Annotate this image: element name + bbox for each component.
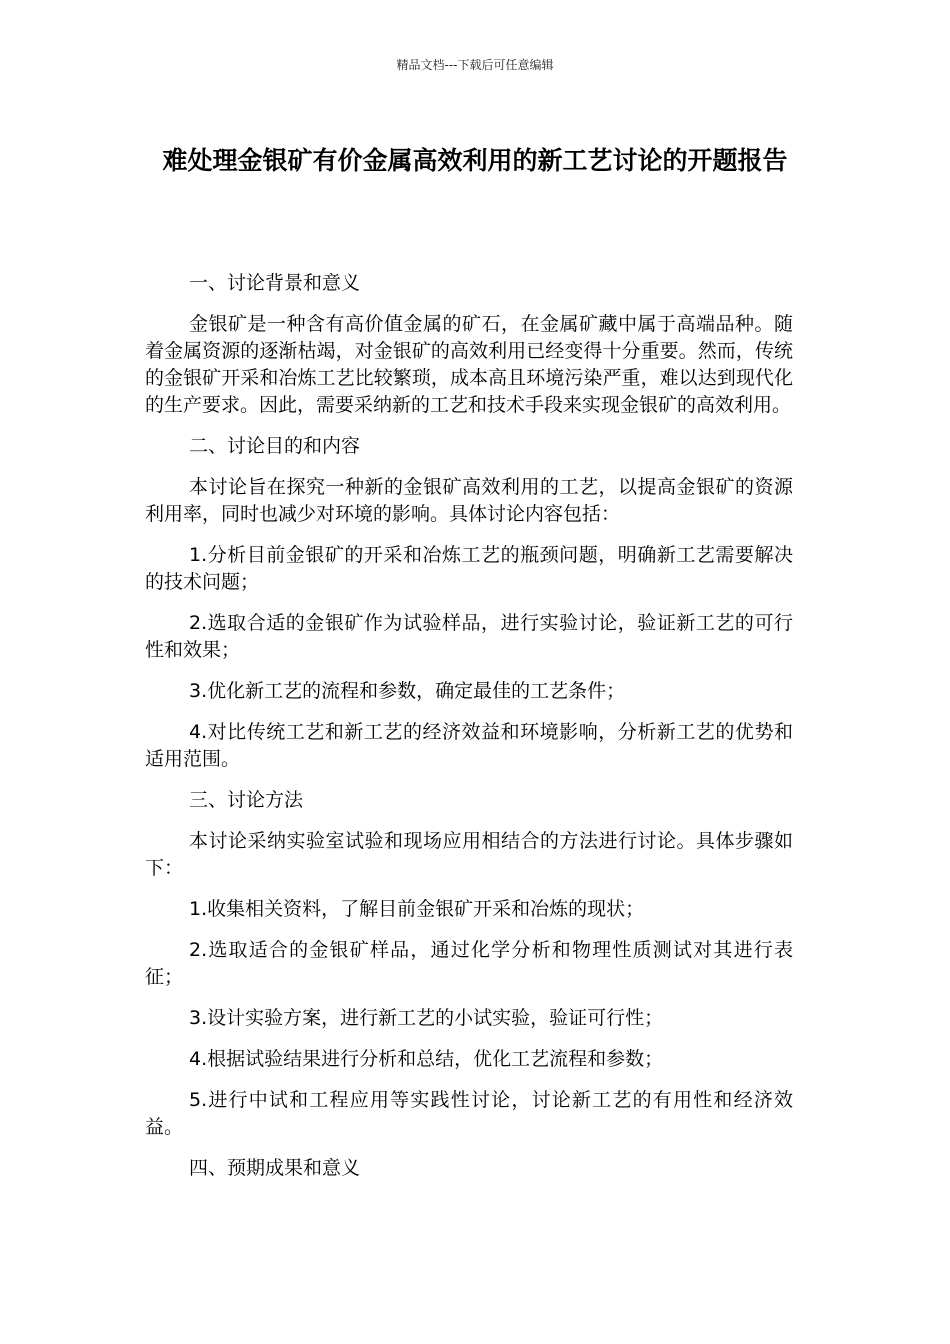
list-item-content-2: 2.选取合适的金银矿作为试验样品，进行实验讨论，验证新工艺的可行性和效果； [145, 612, 793, 661]
section-heading-background: 一、讨论背景和意义 [189, 272, 361, 294]
section-heading-purpose: 二、讨论目的和内容 [189, 435, 361, 457]
section-heading-outcomes: 四、预期成果和意义 [189, 1157, 361, 1179]
document-title: 难处理金银矿有价金属高效利用的新工艺讨论的开题报告 [162, 146, 788, 175]
paragraph-purpose: 本讨论旨在探究一种新的金银矿高效利用的工艺，以提高金银矿的资源利用率，同时也减少对环境的影响。具体讨论内容包括： [145, 476, 793, 525]
list-item-step-5: 5.进行中试和工程应用等实践性讨论，讨论新工艺的有用性和经济效益。 [145, 1089, 793, 1138]
document-body [145, 270, 793, 1196]
header-note: 精品文档---下载后可任意编辑 [396, 58, 554, 72]
section-heading-method: 三、讨论方法 [189, 789, 304, 811]
list-item-step-1: 1.收集相关资料，了解目前金银矿开采和冶炼的现状； [189, 898, 645, 920]
list-item-step-4: 4.根据试验结果进行分析和总结，优化工艺流程和参数； [189, 1048, 664, 1070]
list-item-content-4: 4.对比传统工艺和新工艺的经济效益和环境影响，分析新工艺的优势和适用范围。 [145, 721, 793, 770]
paragraph-method: 本讨论采纳实验室试验和现场应用相结合的方法进行讨论。具体步骤如下： [145, 830, 793, 879]
list-item-step-2: 2.选取适合的金银矿样品，通过化学分析和物理性质测试对其进行表征； [145, 939, 793, 988]
paragraph-background: 金银矿是一种含有高价值金属的矿石，在金属矿藏中属于高端品种。随着金属资源的逐渐枯竭，对金银矿的高效利用已经变得十分重要。然而，传统的金银矿开采和冶炼工艺比较繁琐，成本高且环境污染严重，难以达到现代化的生产要求。因此，需要采纳新的工艺和技术手段来实现金银矿的高效利用。 [145, 313, 793, 416]
list-item-step-3: 3.设计实验方案，进行新工艺的小试实验，验证可行性； [189, 1007, 664, 1029]
list-item-content-1: 1.分析目前金银矿的开采和冶炼工艺的瓶颈问题，明确新工艺需要解决的技术问题； [145, 544, 793, 593]
list-item-content-3: 3.优化新工艺的流程和参数，确定最佳的工艺条件； [189, 680, 626, 702]
